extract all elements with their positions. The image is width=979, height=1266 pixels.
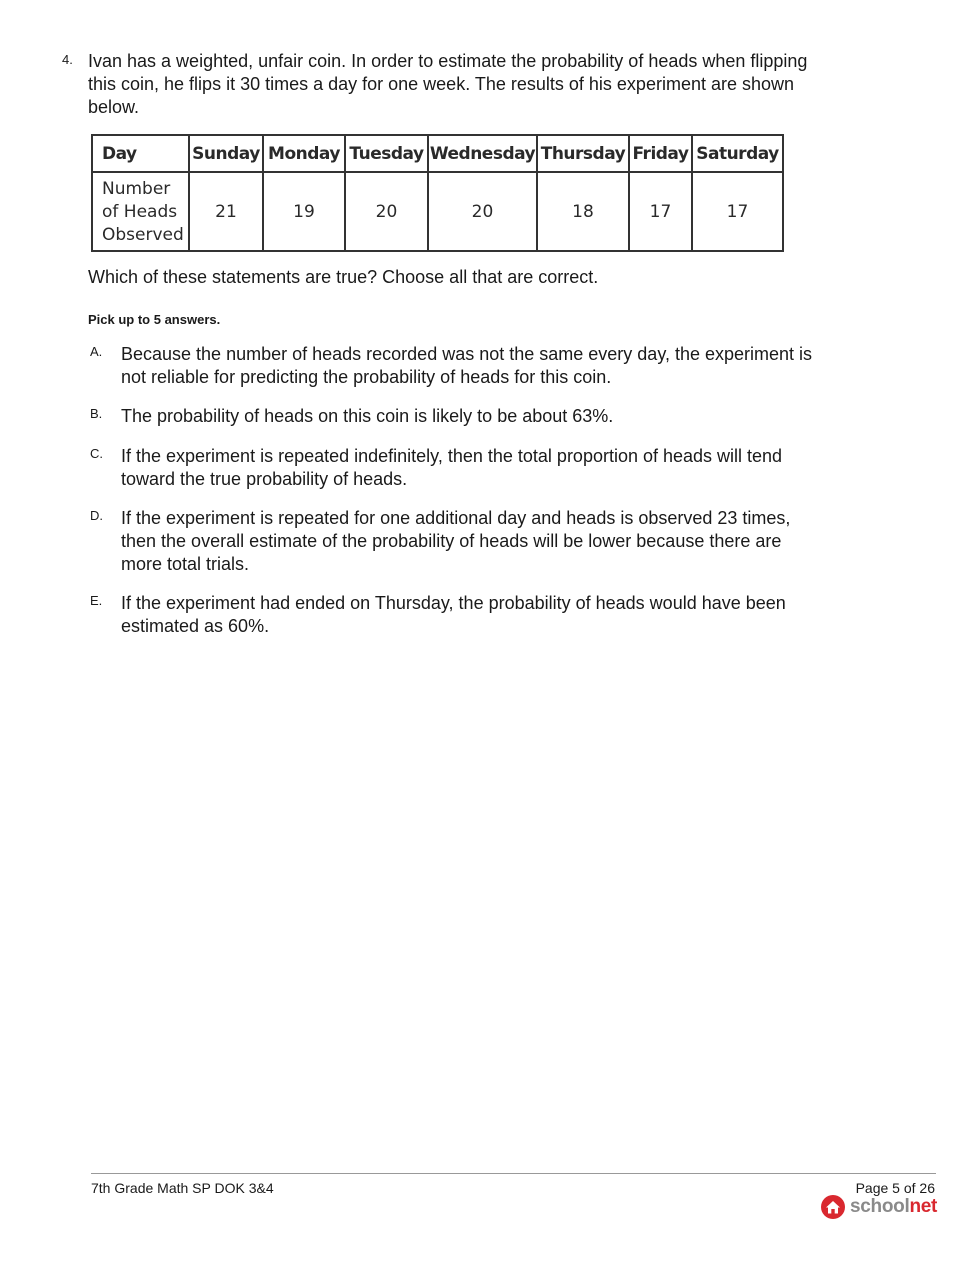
value-friday: 17	[629, 172, 692, 251]
schoolnet-logo	[820, 1194, 937, 1220]
choice-text: Because the number of heads recorded was not the same every day, the experiment is not reliable for predicting the probability of heads for this coin.	[121, 344, 813, 387]
choice-letter: A.	[90, 344, 103, 359]
table-header-row	[92, 135, 783, 172]
header-friday: Friday	[629, 135, 692, 172]
value-monday: 19	[263, 172, 345, 251]
logo-text-net: net	[909, 1196, 938, 1217]
header-saturday: Saturday	[692, 135, 783, 172]
question-prompt: Which of these statements are true? Choose all that are correct.	[88, 267, 599, 287]
value-thursday: 18	[537, 172, 629, 251]
row-label	[92, 172, 189, 251]
question-stem: Ivan has a weighted, unfair coin. In order to estimate the probability of heads when flipping this coin, he flips it 30 times a day for one week. The results of his experiment are shown below.	[88, 51, 808, 117]
page-number: Page 5 of 26	[855, 1180, 935, 1196]
choice-text: If the experiment had ended on Thursday, the probability of heads would have been estimated as 60%.	[121, 593, 786, 636]
choice-text: The probability of heads on this coin is likely to be about 63%.	[121, 406, 614, 426]
row-label-line: of Heads	[102, 201, 178, 222]
choice-text: If the experiment is repeated for one additional day and heads is observed 23 times, then the overall estimate of the probability of heads will be lower because there are more total trials.	[121, 508, 791, 574]
question-number: 4.	[62, 52, 73, 67]
choice-letter: C.	[90, 446, 103, 461]
answer-instruction: Pick up to 5 answers.	[88, 312, 221, 327]
row-label-line: Observed	[102, 224, 184, 245]
choice-text: If the experiment is repeated indefinitely, then the total proportion of heads will tend toward the true probability of heads.	[121, 446, 783, 489]
header-thursday: Thursday	[537, 135, 629, 172]
table-row	[92, 172, 783, 251]
value-wednesday: 20	[428, 172, 537, 251]
footer-divider	[91, 1173, 936, 1174]
choice-letter: D.	[90, 508, 103, 523]
header-tuesday: Tuesday	[345, 135, 428, 172]
row-label-line: Number	[102, 178, 171, 199]
logo-text-school: school	[850, 1196, 910, 1217]
header-wednesday: Wednesday	[428, 135, 537, 172]
header-day: Day	[92, 135, 189, 172]
value-tuesday: 20	[345, 172, 428, 251]
heads-data-table	[91, 134, 784, 252]
choice-letter: B.	[90, 406, 103, 421]
header-monday: Monday	[263, 135, 345, 172]
value-sunday: 21	[189, 172, 263, 251]
choice-letter: E.	[90, 593, 103, 608]
footer-title: 7th Grade Math SP DOK 3&4	[91, 1180, 274, 1196]
header-sunday: Sunday	[189, 135, 263, 172]
value-saturday: 17	[692, 172, 783, 251]
house-icon	[820, 1194, 846, 1220]
